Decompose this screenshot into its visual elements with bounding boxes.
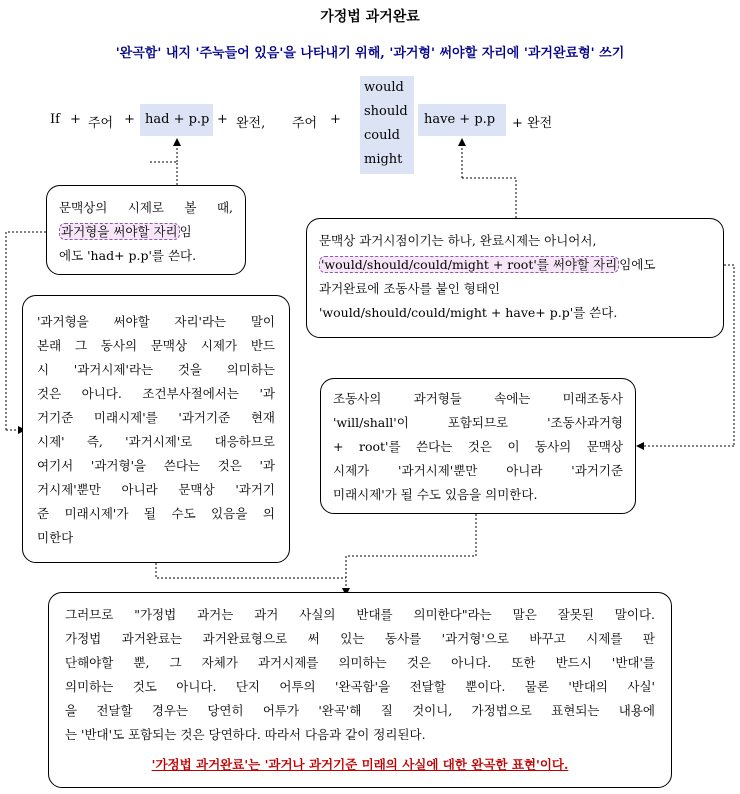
box-modal-past-forms <box>320 378 636 514</box>
modal-could: could <box>364 128 400 143</box>
formula-plus: + <box>124 112 135 127</box>
box4-line: 조동사의 과거형들 속에는 미래조동사 <box>333 391 623 406</box>
modal-would: would <box>364 80 404 95</box>
box4-line: 시제가 '과거시제'뿐만 아니라 '과거기준 <box>333 463 623 478</box>
box5-line: 는 '반대'도 포함되는 것은 당연하다. 따라서 다음과 같이 정리된다. <box>65 727 426 742</box>
box2-line: 과거완료에 조동사를 붙인 형태인 <box>319 281 500 296</box>
box3-line: 거기준 미래시제'를 '과거기준 현재 <box>37 410 275 425</box>
page-title: 가정법 과거완료 <box>320 9 420 25</box>
box3-line: '과거형을 써야할 자리'라는 말이 <box>37 314 275 329</box>
box3-line: 미한다 <box>37 530 74 545</box>
modal-might: might <box>364 152 403 167</box>
formula-if: If <box>50 112 60 127</box>
box3-line: 본래 그 동사의 문맥상 시제가 반드 <box>37 338 275 353</box>
formula-plus: + <box>330 112 341 127</box>
box5-line: 을 전달할 경우는 당연히 어투가 '완곡'해 질 것이니, 가정법으로 표현되는 내용에 <box>65 703 655 718</box>
box2-line: 'would/should/could/might + have+ p.p'를 쓴다. <box>319 305 618 320</box>
box2-line <box>319 253 711 277</box>
box1-line: 에도 'had+ p.p'를 쓴다. <box>59 248 197 263</box>
box3-line: 시 '과거시제'라는 것을 의미하는 <box>37 362 275 377</box>
box-past-point-not-perfect <box>306 218 724 338</box>
box-past-tense-meaning <box>22 295 290 563</box>
page-subtitle: '완곡함' 내지 '주눅들어 있음'을 나타내기 위해, '과거형' 써야할 자리에 '과거완료형' 쓰기 <box>115 46 625 61</box>
conclusion-statement: '가정법 과거완료'는 '과거나 과거기준 미래의 사실에 대한 완곡한 표현'이다. <box>151 757 569 772</box>
box1-line: 문맥상의 시제로 볼 때, <box>59 200 233 215</box>
modal-should: should <box>364 104 408 119</box>
formula-subject: 주어 <box>292 116 318 131</box>
box3-line: 시제' 즉, '과거시제'로 대응하므로 <box>37 434 275 449</box>
box4-line: 미래시제'가 될 수도 있음을 의미한다. <box>333 487 538 502</box>
box1-line-tail: 임 <box>179 224 192 239</box>
box5-line: 단해야할 뿐, 그 자체가 과거시제를 의미하는 것은 아니다. 또한 반드시 '반대'를 <box>65 655 655 670</box>
box-past-tense-position <box>46 185 246 275</box>
box5-line: 가정법 과거완료는 과거완료형으로 써 있는 동사를 '과거형'으로 바꾸고 시제를 판 <box>65 631 655 646</box>
box-conclusion <box>48 592 672 788</box>
formula-had-pp: had + p.p <box>145 112 210 127</box>
formula-subject: 주어 <box>88 116 114 131</box>
box5-line: 그러므로 "가정법 과거는 과거 사실의 반대를 의미한다"라는 말은 잘못된 말이다. <box>65 607 655 622</box>
highlight-modal-root-spot: 'would/should/could/might + root'를 써야할 자리 <box>321 257 618 272</box>
box3-line: 여기서 '과거형'을 쓴다는 것은 '과 <box>37 458 275 473</box>
box3-line: 것은 아니다. 조건부사절에서는 '과 <box>37 386 275 401</box>
box1-line <box>59 220 233 244</box>
formula-complete: + 완전 <box>512 116 553 131</box>
formula-plus: + <box>70 112 81 127</box>
box5-line: 의미하는 것도 아니다. 단지 어투의 '완곡함'을 전달할 뿐이다. 물론 '반대의 사실' <box>65 679 655 694</box>
box3-line: 거시제'뿐만 아니라 문맥상 '과거기 <box>37 482 275 497</box>
box3-line: 준 미래시제'가 될 수도 있음을 의 <box>37 506 275 521</box>
formula-complete: 완전, <box>236 116 266 131</box>
box4-line: + root'를 쓴다는 것은 이 동사의 문맥상 <box>333 439 623 454</box>
formula-have-pp: have + p.p <box>424 112 496 127</box>
highlight-past-tense-spot: 과거형을 써야할 자리 <box>61 224 178 239</box>
box2-line-tail: 임에도 <box>619 257 656 272</box>
box2-line: 문맥상 과거시점이기는 하나, 완료시제는 아니어서, <box>319 233 597 248</box>
box4-line: 'will/shall'이 포함되므로 '조동사과거형 <box>333 415 623 430</box>
formula-plus: + <box>217 112 228 127</box>
